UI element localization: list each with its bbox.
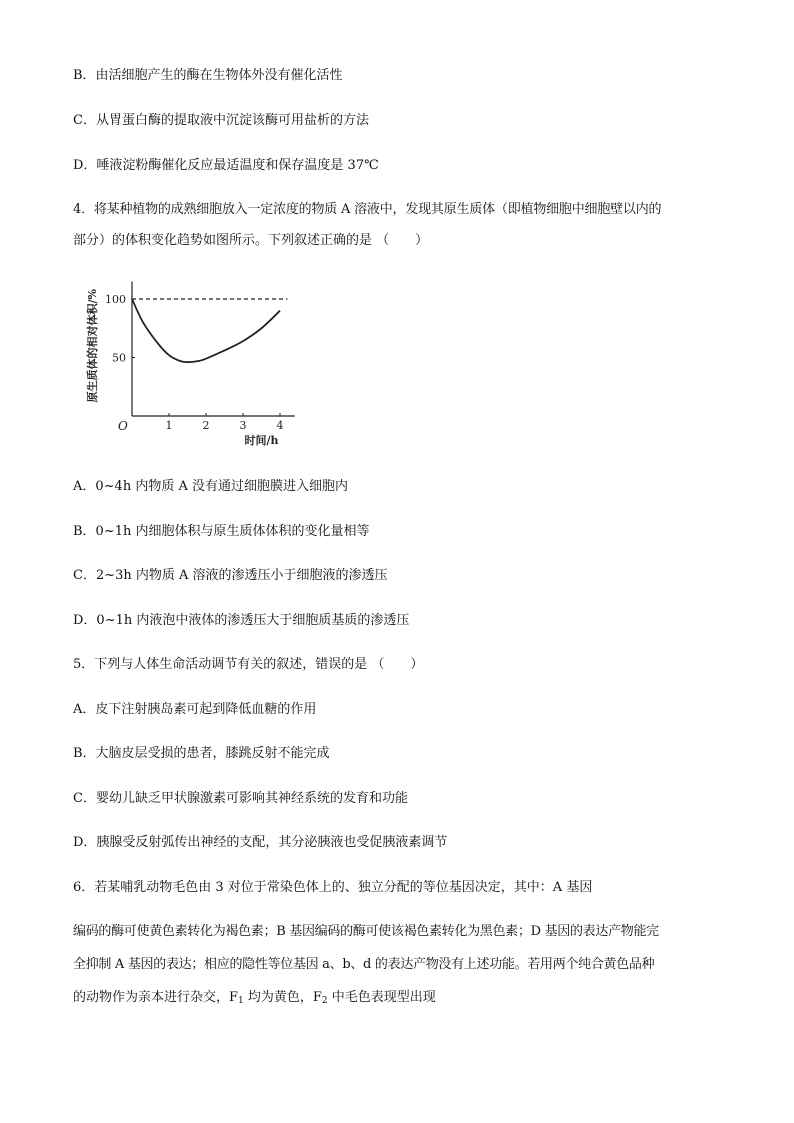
option-5b: B．大脑皮层受损的患者，膝跳反射不能完成 bbox=[73, 746, 330, 761]
x-tick-label-4: 4 bbox=[276, 419, 284, 432]
question-6-line-3: 全抑制 A 基因的表达；相应的隐性等位基因 a、b、d 的表达产物没有上述功能。若用两个纯合黄色品种 bbox=[73, 957, 655, 972]
option-5d: D．胰腺受反射弧传出神经的支配，其分泌胰液也受促胰液素调节 bbox=[73, 835, 448, 850]
origin-label: O bbox=[118, 419, 128, 433]
option-5c: C．婴幼儿缺乏甲状腺激素可影响其神经系统的发育和功能 bbox=[73, 791, 408, 806]
question-4-line-1: 4．将某种植物的成熟细胞放入一定浓度的物质 A 溶液中，发现其原生质体（即植物细胞中细胞壁以内的 bbox=[73, 202, 662, 217]
option-4d: D．0~1h 内液泡中液体的渗透压大于细胞质基质的渗透压 bbox=[73, 613, 410, 628]
option-3b: B．由活细胞产生的酶在生物体外没有催化活性 bbox=[73, 68, 343, 83]
y-axis-label: 原生质体的相对体积/% bbox=[86, 289, 99, 403]
x-tick-label-2: 2 bbox=[202, 419, 210, 432]
question-4-line-2: 部分）的体积变化趋势如图所示。下列叙述正确的是 （ ） bbox=[73, 233, 429, 248]
chart-axes bbox=[132, 281, 295, 416]
q6-text-c: 中毛色表现型出现 bbox=[327, 990, 436, 1005]
q6-text-a: 的动物作为亲本进行杂交，F bbox=[73, 990, 239, 1005]
chart-marks bbox=[132, 299, 287, 362]
question-6-line-4 bbox=[73, 989, 436, 1010]
option-3d: D．唾液淀粉酶催化反应最适温度和保存温度是 37℃ bbox=[73, 158, 379, 173]
option-5a: A．皮下注射胰岛素可起到降低血糖的作用 bbox=[73, 702, 317, 717]
q6-sub-f2: 2 bbox=[321, 996, 328, 1006]
option-4c: C．2~3h 内物质 A 溶液的渗透压小于细胞液的渗透压 bbox=[73, 568, 388, 583]
volume-curve bbox=[132, 299, 280, 362]
x-tick-label-3: 3 bbox=[239, 419, 247, 432]
option-4a: A．0~4h 内物质 A 没有通过细胞膜进入细胞内 bbox=[73, 479, 348, 494]
option-3c: C．从胃蛋白酶的提取液中沉淀该酶可用盐析的方法 bbox=[73, 113, 369, 128]
option-4b: B．0~1h 内细胞体积与原生质体体积的变化量相等 bbox=[73, 524, 370, 539]
chart-labels bbox=[85, 289, 284, 447]
question-6-line-1: 6．若某哺乳动物毛色由 3 对位于常染色体上的、独立分配的等位基因决定，其中：A 基因 bbox=[73, 880, 593, 895]
y-tick-label-100: 100 bbox=[105, 293, 126, 306]
q6-text-b: 均为黄色，F bbox=[243, 990, 322, 1005]
q6-sub-f1: 1 bbox=[238, 996, 244, 1006]
x-axis-label: 时间/h bbox=[244, 434, 279, 447]
question-6-line-2: 编码的酶可使黄色素转化为褐色素；B 基因编码的酶可使该褐色素转化为黑色素；D 基因的表达产物能完 bbox=[73, 924, 659, 939]
x-tick-label-1: 1 bbox=[165, 419, 173, 432]
y-tick-label-50: 50 bbox=[112, 351, 126, 365]
question-5: 5．下列与人体生命活动调节有关的叙述，错误的是 （ ） bbox=[73, 657, 424, 672]
volume-chart bbox=[84, 280, 314, 455]
